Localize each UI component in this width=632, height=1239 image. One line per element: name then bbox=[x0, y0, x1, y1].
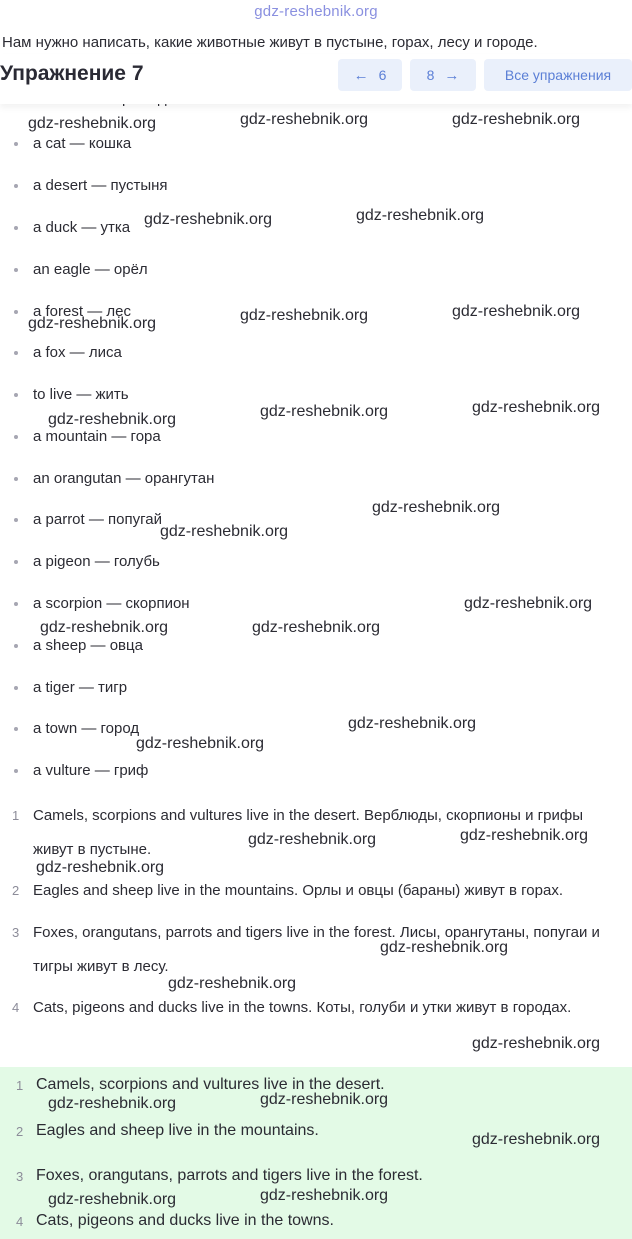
item-text: Foxes, orangutans, parrots and tigers live in the forest. Лисы, орангутаны, попугаи и тигры живут в лесу. bbox=[33, 924, 600, 975]
bullet-icon bbox=[14, 435, 18, 439]
watermark: gdz-reshebnik.org bbox=[472, 399, 601, 416]
item-text: Cats, pigeons and ducks live in the towns. Коты, голуби и утки живут в городах. bbox=[33, 999, 572, 1016]
answer-text: Eagles and sheep live in the mountains. bbox=[36, 1122, 319, 1139]
bullet-icon bbox=[14, 602, 18, 606]
watermark: gdz-reshebnik.org bbox=[248, 831, 377, 848]
bullet-icon bbox=[14, 268, 18, 272]
bullet-icon bbox=[14, 769, 18, 773]
item-number: 3 bbox=[12, 925, 20, 940]
bullet-icon bbox=[14, 560, 18, 564]
vocab-item: a tiger — тигр bbox=[14, 676, 127, 698]
item-number: 1 bbox=[12, 808, 20, 823]
bullet-icon bbox=[14, 142, 18, 146]
vocab-item: a cat — кошка bbox=[14, 132, 131, 154]
watermark: gdz-reshebnik.org bbox=[48, 411, 177, 428]
answer-item bbox=[16, 1209, 334, 1233]
bullet-icon bbox=[14, 393, 18, 397]
answer-number: 4 bbox=[16, 1213, 24, 1229]
watermark: gdz-reshebnik.org bbox=[36, 859, 165, 876]
bullet-icon bbox=[14, 477, 18, 481]
prev-exercise-button[interactable] bbox=[338, 59, 402, 91]
answer-number: 1 bbox=[16, 1077, 24, 1093]
numbered-item bbox=[12, 916, 624, 984]
vocab-item: a fox — лиса bbox=[14, 341, 122, 363]
bullet-icon bbox=[14, 351, 18, 355]
watermark: gdz-reshebnik.org bbox=[48, 1191, 177, 1208]
vocab-item: a duck — утка bbox=[14, 216, 130, 238]
next-exercise-button[interactable] bbox=[410, 59, 476, 91]
arrow-right-icon: → bbox=[444, 66, 460, 84]
bullet-icon bbox=[14, 226, 18, 230]
bullet-icon bbox=[14, 686, 18, 690]
vocab-item: a forest — лес bbox=[14, 300, 131, 322]
bullet-icon bbox=[14, 727, 18, 731]
vocab-item: a town — город bbox=[14, 717, 139, 739]
item-text: Camels, scorpions and vultures live in the desert. Верблюды, скорпионы и грифы живут в пустыне. bbox=[33, 807, 583, 858]
vocab-item: a scorpion — скорпион bbox=[14, 592, 190, 614]
arrow-left-icon: ← bbox=[353, 66, 369, 84]
watermark: gdz-reshebnik.org bbox=[472, 1131, 601, 1148]
next-exercise-label: 8 bbox=[426, 67, 435, 83]
watermark: gdz-reshebnik.org bbox=[40, 619, 169, 636]
watermark: gdz-reshebnik.org bbox=[252, 619, 381, 636]
watermark: gdz-reshebnik.org bbox=[452, 111, 581, 128]
watermark: gdz-reshebnik.org bbox=[380, 939, 509, 956]
exercise-header bbox=[0, 54, 632, 104]
watermark: gdz-reshebnik.org bbox=[348, 715, 477, 732]
answer-number: 3 bbox=[16, 1168, 24, 1184]
vocab-item: a parrot — попугай bbox=[14, 508, 162, 530]
watermark: gdz-reshebnik.org bbox=[136, 735, 265, 752]
page-title: Упражнение 7 bbox=[0, 62, 144, 85]
watermark: gdz-reshebnik.org bbox=[144, 211, 273, 228]
watermark: gdz-reshebnik.org bbox=[260, 403, 389, 420]
watermark: gdz-reshebnik.org bbox=[260, 1187, 389, 1204]
task-intro: Нам нужно написать, какие животные живут в пустыне, горах, лесу и городе. bbox=[2, 34, 538, 51]
vocab-item: a mountain — гора bbox=[14, 425, 161, 447]
answer-text: Foxes, orangutans, parrots and tigers live in the forest. bbox=[36, 1167, 423, 1184]
watermark: gdz-reshebnik.org bbox=[464, 595, 593, 612]
item-number: 2 bbox=[12, 883, 20, 898]
prev-exercise-label: 6 bbox=[378, 67, 387, 83]
watermark: gdz-reshebnik.org bbox=[460, 827, 589, 844]
vocab-item: a vulture — гриф bbox=[14, 759, 148, 781]
watermark: gdz-reshebnik.org bbox=[240, 111, 369, 128]
answer-text: Cats, pigeons and ducks live in the towns. bbox=[36, 1212, 334, 1229]
bullet-icon bbox=[14, 644, 18, 648]
numbered-item bbox=[12, 874, 624, 908]
all-exercises-button[interactable]: Все упражнения bbox=[484, 59, 632, 91]
watermark: gdz-reshebnik.org bbox=[240, 307, 369, 324]
watermark: gdz-reshebnik.org bbox=[48, 1095, 177, 1112]
watermark: gdz-reshebnik.org bbox=[160, 523, 289, 540]
bullet-icon bbox=[14, 518, 18, 522]
watermark: gdz-reshebnik.org bbox=[472, 1035, 601, 1052]
answer-item bbox=[16, 1164, 423, 1188]
answer-item bbox=[16, 1119, 319, 1143]
answer-number: 2 bbox=[16, 1123, 24, 1139]
vocab-item: a pigeon — голубь bbox=[14, 550, 160, 572]
bullet-icon bbox=[14, 310, 18, 314]
watermark: gdz-reshebnik.org bbox=[356, 207, 485, 224]
watermark: gdz-reshebnik.org bbox=[372, 499, 501, 516]
item-number: 4 bbox=[12, 1000, 20, 1015]
vocab-item: to live — жить bbox=[14, 383, 129, 405]
site-watermark: gdz-reshebnik.org bbox=[254, 3, 378, 20]
watermark: gdz-reshebnik.org bbox=[28, 115, 157, 132]
vocab-item: an orangutan — орангутан bbox=[14, 467, 214, 489]
numbered-item bbox=[12, 991, 624, 1025]
watermark: gdz-reshebnik.org bbox=[452, 303, 581, 320]
vocab-item: a sheep — овца bbox=[14, 634, 143, 656]
vocab-item: a desert — пустыня bbox=[14, 174, 168, 196]
answer-text: Camels, scorpions and vultures live in the desert. bbox=[36, 1076, 385, 1093]
vocab-item: an eagle — орёл bbox=[14, 258, 148, 280]
item-text: Eagles and sheep live in the mountains. Орлы и овцы (бараны) живут в горах. bbox=[33, 882, 563, 899]
watermark: gdz-reshebnik.org bbox=[168, 975, 297, 992]
watermark: gdz-reshebnik.org bbox=[28, 315, 157, 332]
watermark: gdz-reshebnik.org bbox=[260, 1091, 389, 1108]
bullet-icon bbox=[14, 184, 18, 188]
